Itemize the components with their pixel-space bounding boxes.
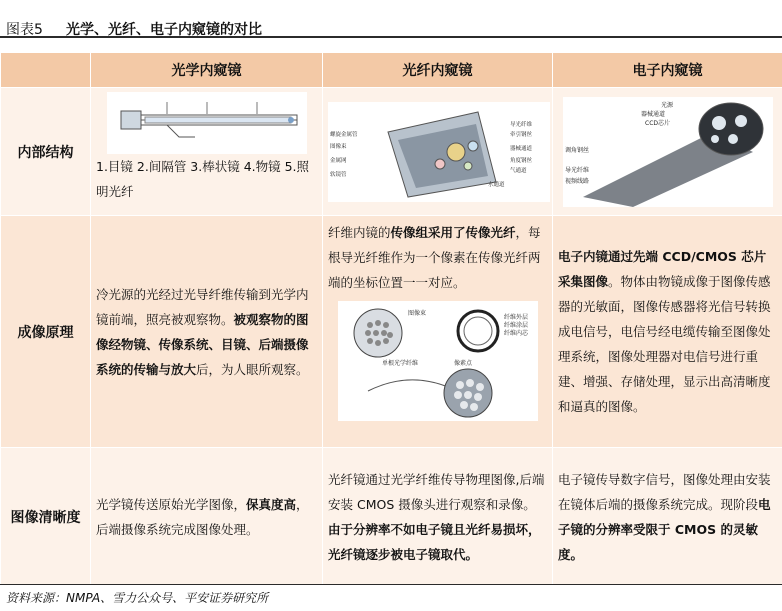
electronic-principle-text: 。物体由物镜成像于图像传感器的光敏面，图像传感器将光信号转换成电信号，电信号经电缆传输至图像处理系统，图像处理器对电信号进行重建、增强、存储处理，显示出高清晰度和逼真的图像。: [558, 274, 771, 414]
row-label-principle: 成像原理: [1, 216, 91, 448]
fiber-diagram-label-5: 像素点: [453, 360, 472, 367]
optical-principle-text: 冷光源的光经过光导纤维传输到光学内镜前端，照亮被观察物。: [96, 286, 309, 327]
fiber-label-3: 软镜管: [330, 171, 347, 178]
figure-title: 光学、光纤、电子内窥镜的对比: [66, 22, 262, 38]
electronic-principle-bold: 电子内镜通过先端 CCD/CMOS 芯片采集图像: [558, 249, 767, 289]
header-fiber: 光纤内窥镜: [323, 53, 553, 88]
fiber-principle-text: 纤维内镜的: [328, 225, 391, 240]
fiber-diagram-label-0: 图像束: [407, 310, 426, 317]
optical-clarity-cell: [91, 448, 323, 586]
fiber-structure-cell: [323, 88, 553, 216]
fiber-clarity-cell: [323, 448, 553, 586]
electronic-endoscope-tip: [563, 97, 773, 207]
row-clarity: [1, 448, 782, 586]
optical-structure-cell: [91, 88, 323, 216]
optical-structure-caption: 1.目镜 2.间隔管 3.棒状镜 4.物镜 5.照明光纤: [96, 159, 310, 199]
fiber-label-1: 图像束: [330, 143, 347, 150]
figure-number: 图表5: [6, 22, 43, 38]
fiber-clarity-bold: 由于分辨率不如电子镜且光纤易损坏，光纤镜逐步被电子镜取代。: [328, 521, 541, 562]
fiber-principle-end: ，每根导光纤维作为一个像素在传像光纤两端的坐标位置一一对应。: [328, 225, 541, 290]
electronic-label-2: CCD芯片: [644, 119, 670, 127]
source-footer: [0, 584, 782, 611]
fiber-label-0: 螺旋金属管: [330, 131, 358, 138]
fiber-principle-cell: [323, 216, 553, 448]
fiber-clarity-text: 光纤镜通过光学纤维传导物理图像,后端安装 CMOS 摄像头进行观察和录像。: [328, 471, 545, 512]
optical-principle-bold: 被观察物的图像经物镜、传像系统、目镜、后端摄像系统的传输与放大: [96, 311, 309, 377]
electronic-label-1: 器械通道: [640, 110, 665, 118]
electronic-label-0: 光源: [660, 101, 673, 109]
optical-principle-end: 后，为人眼所观察。: [196, 361, 309, 377]
optical-principle-cell: [91, 216, 323, 448]
figure-header: [0, 0, 782, 38]
fiber-diagram-label-2: 纤维涂层: [503, 322, 528, 329]
optical-clarity-bold: 保真度高: [246, 496, 297, 512]
fiber-label-4: 导光纤维: [510, 121, 533, 128]
fiber-label-5: 牵引钢丝: [510, 131, 533, 138]
row-structure: [1, 88, 782, 216]
fiber-label-6: 器械通道: [510, 145, 533, 152]
fiber-diagram-label-4: 单根光学纤维: [381, 360, 418, 367]
header-optical: 光学内窥镜: [91, 53, 323, 88]
electronic-structure-cell: [553, 88, 782, 216]
fiber-diagram-label-3: 纤维内芯: [503, 330, 528, 337]
optical-endoscope-diagram: [107, 92, 307, 154]
fiber-diagram-label-1: 纤维外层: [503, 314, 528, 321]
electronic-principle-cell: [553, 216, 782, 448]
row-label-clarity: 图像清晰度: [1, 448, 91, 586]
comparison-table: [0, 52, 782, 586]
fiber-endoscope-cross-section: [328, 102, 550, 202]
fiber-label-7: 角度钢丝: [510, 157, 533, 164]
electronic-clarity-cell: [553, 448, 782, 586]
fiber-label-9: 水通道: [488, 181, 505, 188]
electronic-label-5: 视频线路: [564, 177, 589, 185]
fiber-bundle-diagram: [338, 301, 538, 421]
fiber-principle-bold: 传像组采用了传像光纤: [390, 225, 516, 240]
header-empty: [1, 53, 91, 88]
electronic-label-4: 导光纤维: [564, 166, 589, 174]
optical-clarity-text: 光学镜传送原始光学图像，: [96, 496, 247, 512]
row-principle: [1, 216, 782, 448]
row-label-structure: 内部结构: [1, 88, 91, 216]
header-electronic: 电子内窥镜: [553, 53, 782, 88]
electronic-label-3: 调角钢丝: [564, 146, 589, 154]
fiber-label-8: 气通道: [510, 167, 527, 174]
electronic-clarity-text: 电子镜传导数字信号，图像处理由安装在镜体后端的摄像系统完成。现阶段: [558, 471, 771, 512]
electronic-clarity-bold: 电子镜的分辨率受限于 CMOS 的灵敏度。: [558, 496, 771, 562]
header-row: [1, 53, 782, 88]
source-note: 资料来源：NMPA、雪力公众号、平安证券研究所: [6, 591, 269, 605]
fiber-label-2: 金属网: [330, 157, 347, 164]
optical-clarity-end: ，后端摄像系统完成图像处理。: [96, 496, 309, 537]
